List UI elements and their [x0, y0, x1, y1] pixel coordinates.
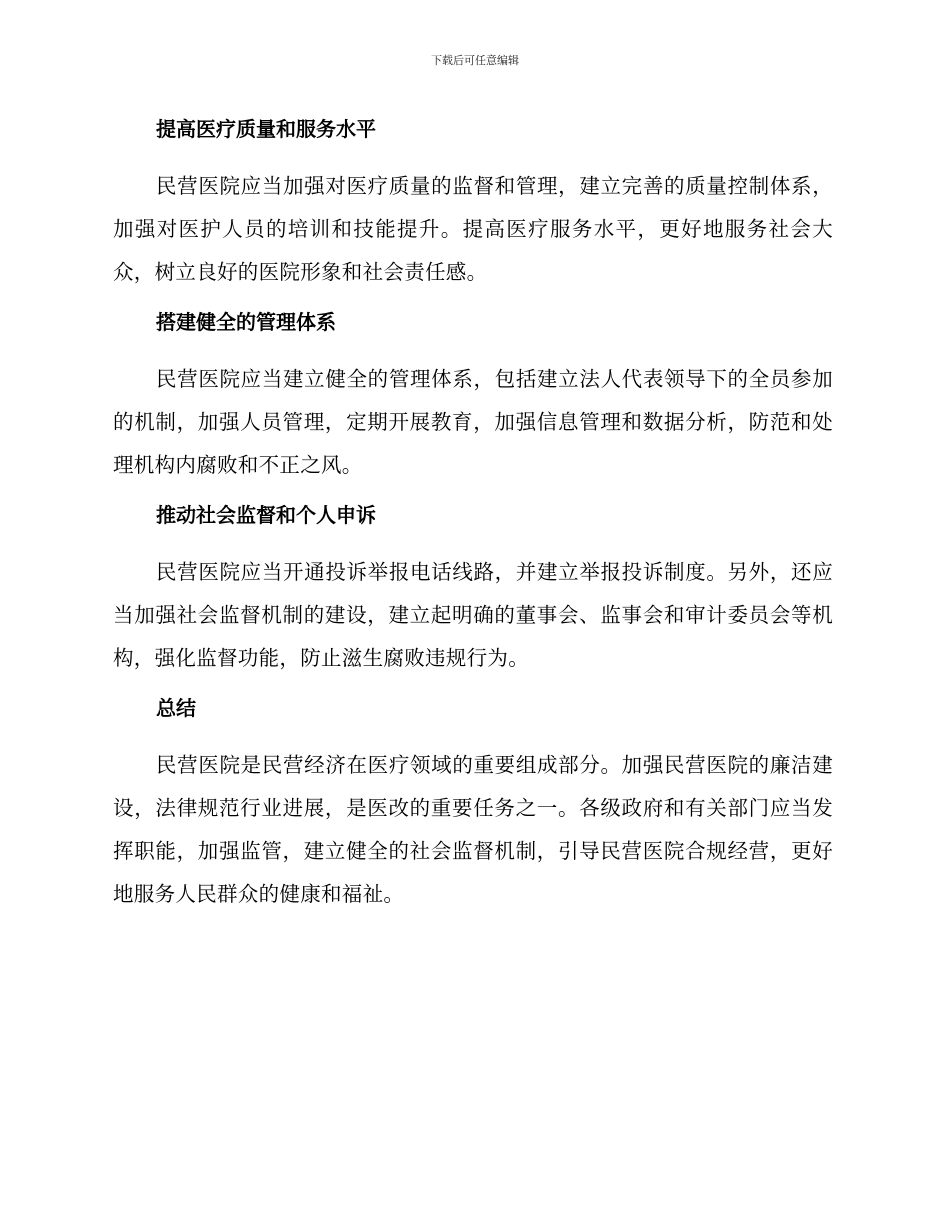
section-management-system	[113, 306, 833, 487]
section-summary	[113, 692, 833, 916]
section-heading: 提高医疗质量和服务水平	[156, 117, 376, 141]
section-medical-quality	[113, 113, 833, 294]
section-paragraph: 民营医院应当开通投诉举报电话线路，并建立举报投诉制度。另外，还应当加强社会监督机制的建设，建立起明确的董事会、监事会和审计委员会等机构，强化监督功能，防止滋生腐败违规行为。	[113, 560, 833, 670]
section-heading: 总结	[156, 696, 196, 720]
section-paragraph: 民营医院应当建立健全的管理体系，包括建立法人代表领导下的全员参加的机制，加强人员管理，定期开展教育，加强信息管理和数据分析，防范和处理机构内腐败和不正之风。	[113, 367, 833, 477]
page-header-note: 下载后可任意编辑	[431, 54, 519, 67]
document-content	[113, 110, 833, 928]
section-paragraph: 民营医院应当加强对医疗质量的监督和管理，建立完善的质量控制体系，加强对医护人员的培训和技能提升。提高医疗服务水平，更好地服务社会大众，树立良好的医院形象和社会责任感。	[113, 174, 833, 284]
section-social-supervision	[113, 499, 833, 680]
section-heading: 搭建健全的管理体系	[156, 310, 336, 334]
section-heading: 推动社会监督和个人申诉	[156, 503, 376, 527]
section-paragraph: 民营医院是民营经济在医疗领域的重要组成部分。加强民营医院的廉洁建设，法律规范行业进展，是医改的重要任务之一。各级政府和有关部门应当发挥职能，加强监管，建立健全的社会监督机制，引导民营医院合规经营，更好地服务人民群众的健康和福祉。	[113, 753, 833, 906]
